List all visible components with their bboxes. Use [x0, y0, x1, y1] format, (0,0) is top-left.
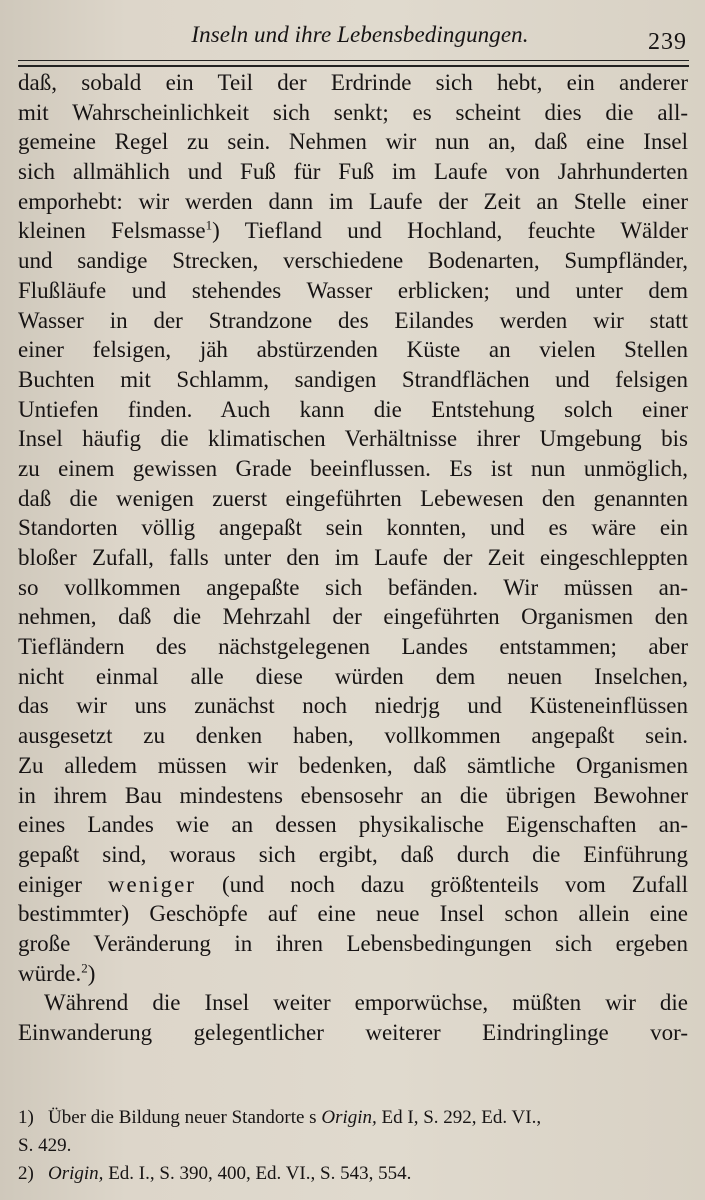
spaced-word: weniger [107, 871, 196, 897]
page-number: 239 [648, 29, 687, 55]
header-rule-bottom [18, 65, 689, 67]
text-segment: ) [87, 960, 96, 986]
footnote-italic-title: Origin, [48, 1163, 104, 1184]
text-line: zu einem gewissen Grade beeinflussen. Es ist nun unmöglich, [18, 455, 688, 481]
text-line: ausgesetzt zu denken haben, vollkommen angepaßt sein. [18, 723, 688, 749]
text-line: Untiefen finden. Auch kann die Entstehung solch einer [18, 396, 688, 422]
text-segment: kleinen Felsmasse [18, 218, 206, 244]
text-line-with-footnote-2 [18, 959, 688, 989]
text-line: einer felsigen, jäh abstürzenden Küste an vielen Stellen [18, 337, 688, 363]
footnote-1-continuation: S. 429. [18, 1135, 72, 1156]
text-line: in ihrem Bau mindestens ebensosehr an die übrigen Bewohner [18, 782, 688, 808]
header-rule-top [18, 60, 689, 61]
text-segment: (und noch dazu größtenteils vom Zufall [195, 871, 688, 897]
text-line: Einwanderung gelegentlicher weiterer Eindringlinge vor- [18, 1020, 688, 1045]
text-line: Buchten mit Schlamm, sandigen Strandflächen und felsigen [18, 366, 688, 392]
text-line: nehmen, daß die Mehrzahl der eingeführten Organismen den [18, 604, 688, 630]
footnote-italic-title: Origin, [321, 1107, 377, 1128]
text-line: nicht einmal alle diese würden dem neuen Inselchen, [18, 663, 688, 689]
text-line: mit Wahrscheinlichkeit sich senkt; es scheint dies die all- [18, 99, 688, 125]
footnote-text: Ed. I., S. 390, 400, Ed. VI., S. 543, 554. [108, 1163, 412, 1184]
text-segment: ) Tiefland und Hochland, feuchte Wälder [212, 218, 688, 244]
text-line-spaced-word [18, 870, 688, 900]
footnote-text: Über die Bildung neuer Standorte s [48, 1107, 317, 1128]
footnotes [18, 1104, 688, 1188]
text-segment: würde. [18, 960, 82, 986]
text-line: Insel häufig die klimatischen Verhältnisse ihrer Umgebung bis [18, 426, 688, 452]
footnote-text: Ed I, S. 292, Ed. VI., [381, 1107, 542, 1128]
footnote-marker-2: 2 [81, 959, 88, 975]
text-line: Flußläufe und stehendes Wasser erblicken; und unter dem [18, 277, 688, 303]
text-line: und sandige Strecken, verschiedene Bodenarten, Sumpfländer, [18, 248, 688, 274]
text-line: bestimmter) Geschöpfe auf eine neue Insel schon allein eine [18, 901, 688, 927]
text-line: Tiefländern des nächstgelegenen Landes entstammen; aber [18, 634, 688, 660]
text-line: Standorten völlig angepaßt sein konnten, und es wäre ein [18, 515, 688, 541]
text-line: das wir uns zunächst noch niedrjg und Küsteneinflüssen [18, 693, 688, 719]
paragraph-first-line: Während die Insel weiter emporwüchse, müßten wir die [44, 990, 688, 1016]
text-line: daß, sobald ein Teil der Erdrinde sich hebt, ein anderer [18, 70, 688, 95]
text-line: Wasser in der Strandzone des Eilandes werden wir statt [18, 307, 688, 333]
text-segment: einiger [18, 871, 82, 897]
text-line: bloßer Zufall, falls unter den im Laufe der Zeit eingeschleppten [18, 545, 688, 570]
footnote-number: 2) [18, 1163, 34, 1184]
text-line-with-footnote-1 [18, 216, 688, 246]
text-line: emporhebt: wir werden dann im Laufe der Zeit an Stelle einer [18, 188, 688, 214]
footnote-1 [18, 1104, 688, 1132]
main-text [18, 68, 688, 1048]
text-line: eines Landes wie an dessen physikalische Eigenschaften an- [18, 812, 688, 838]
footnote-number: 1) [18, 1107, 34, 1128]
text-line: gepaßt sind, woraus sich ergibt, daß durch die Einführung [18, 841, 688, 867]
footnote-marker-1: 1 [205, 217, 213, 233]
text-line: so vollkommen angepaßte sich befänden. Wir müssen an- [18, 574, 688, 600]
text-line: gemeine Regel zu sein. Nehmen wir nun an, daß eine Insel [18, 129, 688, 155]
text-line: daß die wenigen zuerst eingeführten Lebewesen den genannten [18, 485, 688, 511]
footnote-2 [18, 1160, 688, 1188]
text-line: große Veränderung in ihren Lebensbedingungen sich ergeben [18, 930, 688, 956]
running-header: Inseln und ihre Lebensbedingungen. [191, 22, 529, 47]
text-line: sich allmählich und Fuß für Fuß im Laufe von Jahrhunderten [18, 159, 688, 185]
text-line: Zu alledem müssen wir bedenken, daß sämtliche Organismen [18, 752, 688, 778]
